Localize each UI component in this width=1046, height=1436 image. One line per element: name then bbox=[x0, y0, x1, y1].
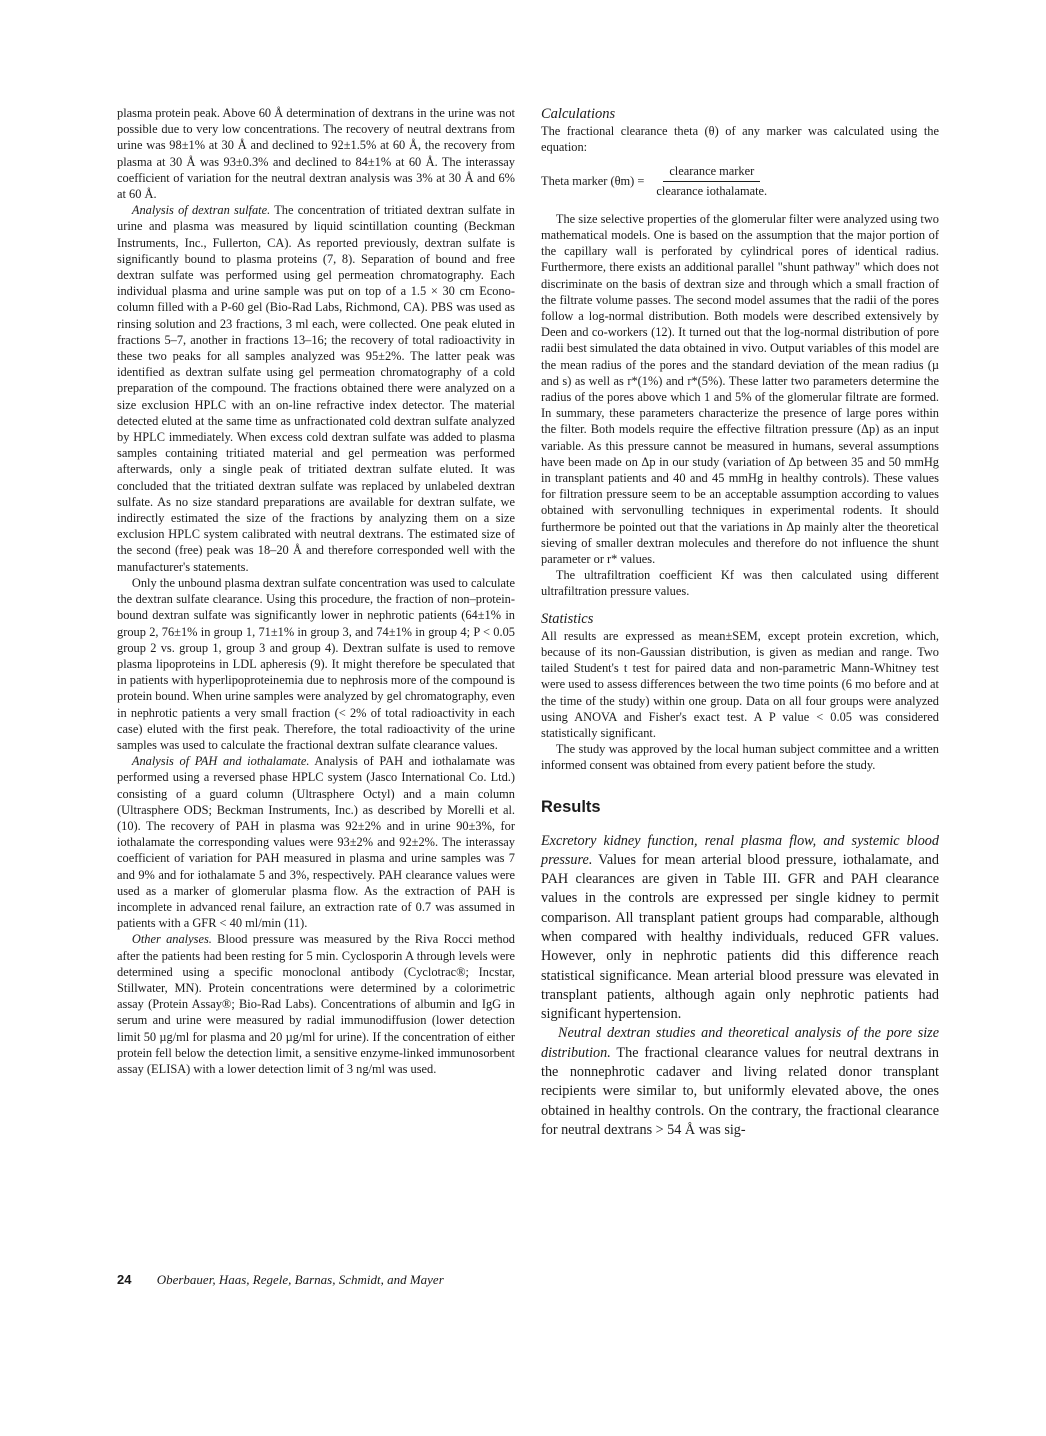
paragraph-other-analyses-body: Blood pressure was measured by the Riva Rocci method after the patients had been resting for 5 min. Cyclosporin A through levels were determined using a specific monoclonal antibody (Cyclotrac®; Incstar, Stillwater, MN). Protein concentrations were determined by a colorimetric assay (Protein Assay®; Bio-Rad Labs). Concentrations of albumin and IgG in serum and urine were measured by radial immunodiffusion (lower detection limit 50 µg/ml for plasma and 20 µg/ml for urine). If the concentration of either protein fell below the detection limit, a sensitive enzyme-linked immunosorbent assay (ELISA) with a lower detection limit of 3 ng/ml was used. bbox=[117, 932, 516, 1076]
running-authors: Oberbauer, Haas, Regele, Barnas, Schmidt, and Mayer bbox=[156, 1272, 444, 1287]
paragraph-neutral-dextran-body: The fractional clearance values for neutral dextrans in the nonnephrotic cadaver and living related donor transplant recipients were similar to, but uniformly elevated above, the ones obtained in healthy controls. On the contrary, the fractional clearance for neutral dextrans > 54 Å was sig- bbox=[541, 1044, 939, 1138]
page-footer bbox=[117, 1272, 444, 1288]
paragraph-ethics: The study was approved by the local human subject committee and a written informed consent was obtained from every patient before the study. bbox=[541, 742, 939, 773]
equation-lhs: Theta marker (θm) = bbox=[541, 174, 645, 188]
subheading-dextran-sulfate: Analysis of dextran sulfate. bbox=[131, 203, 271, 218]
paragraph-dextran-recovery: plasma protein peak. Above 60 Å determination of dextrans in the urine was not possible due to very low concentrations. The recovery of neutral dextrans from urine was 98±1% at 30 Å and declined to 92±1.5% at 60 Å, the recovery from plasma at 30 Å was 93±0.3% and declined to 84±1% at 60 Å. The interassay coefficient of variation for the neutral dextran analysis was 3% at 30 Å and 6% at 60 Å. bbox=[117, 106, 515, 202]
subheading-neutral-dextran: Neutral dextran studies and theoretical analysis of the pore size distribution. bbox=[541, 1025, 939, 1061]
theta-equation bbox=[541, 163, 939, 198]
equation-fraction bbox=[650, 163, 773, 198]
paragraph-dextran-sulfate bbox=[117, 202, 515, 575]
paragraph-neutral-dextran bbox=[541, 1024, 939, 1140]
subheading-kidney-function: Excretory kidney function, renal plasma flow, and systemic blood pressure. bbox=[541, 832, 939, 868]
equation-numerator: clearance marker bbox=[663, 163, 760, 181]
paragraph-kidney-function bbox=[541, 832, 939, 1025]
right-column bbox=[541, 105, 939, 1140]
section-heading-statistics: Statistics bbox=[541, 610, 594, 627]
subheading-pah-iothalamate: Analysis of PAH and iothalamate. bbox=[131, 754, 310, 769]
paragraph-calc-intro: The fractional clearance theta (θ) of any marker was calculated using the equation: bbox=[541, 124, 939, 155]
paragraph-pore-models: The size selective properties of the glomerular filter were analyzed using two mathematical models. One is based on the assumption that the major portion of the capillary wall is perforated by cylindrical pores of identical radius. Furthermore, there exists an additional parallel "shunt pathway" which does not discriminate on the basis of dextran size and through which a small fraction of the filtrate volume passes. The second model assumes that the radii of the pores follow a log-normal distribution. Both models were described extensively by Deen and co-workers (12). It turned out that the log-normal distribution of pore radii best simulated the data obtained in vivo. Output variables of this model are the mean radius of the pores and the standard deviation of the mean radius (µ and s) as well as r*(1%) and r*(5%). These latter two parameters determine the radius of the pores above which 1 and 5% of the glomerular filtrate are formed. In summary, these parameters characterize the presence of large pores within the filter. Both models require the effective filtration pressure (Δp) as an input variable. As this pressure cannot be measured in humans, several assumptions have been made on Δp in our study (variation of Δp between 35 and 50 mmHg in transplant patients and 40 and 45 mmHg in healthy controls). These values for filtration pressure seem to be an acceptable assumption according to values obtained with servonulling techniques in experimental rodents. It should furthermore be pointed out that the variations in Δp mainly alter the theoretical sieving of smaller dextran molecules and therefore do not influence the shunt parameter or r* values. bbox=[541, 211, 939, 567]
left-column bbox=[117, 105, 515, 1077]
paragraph-dextran-sulfate-body: The concentration of tritiated dextran sulfate in urine and plasma was measured by liquid scintillation counting (Beckman Instruments, Inc., Fullerton, CA). As reported previously, dextran sulfate is significantly bound to plasma proteins (7, 8). Separation of bound and free dextran sulfate was performed using gel permeation chromatography. Each individual plasma and urine sample was put on top of a 1.5 × 30 cm Econo-column filled with a P-60 gel (Bio-Rad Labs, Richmond, CA). PBS was used as rinsing solution and 23 fractions, 3 ml each, were collected. One peak eluted in fractions 5–7, another in fractions 13–16; the recovery of total radioactivity in these two peaks for all samples analyzed was 95±2%. The latter peak was identified as dextran sulfate using gel permeation chromatography of a cold preparation of the compound. The fractions obtained there were analyzed on a size exclusion HPLC with an on-line refractive index detector. The material detected eluted at the same time as unfractionated cold dextran sulfate analyzed by HPLC immediately. When excess cold dextran sulfate was added to plasma samples containing tritiated material and gel permeation was performed afterwards, only a single peak of tritiated dextran sulfate eluted. It was concluded that the tritiated dextran sulfate was replaced by unlabeled dextran sulfate. As no size standard preparations are available for dextran sulfate, we indirectly estimated the size of the fractions by analyzing them on a size exclusion HPLC system calibrated with neutral dextrans. The estimated size of the second (free) peak was 18–20 Å and therefore corresponded well with the manufacturer's statements. bbox=[117, 203, 516, 574]
section-heading-results: Results bbox=[541, 797, 601, 816]
equation-denominator: clearance iothalamate. bbox=[656, 183, 768, 198]
paragraph-statistics: All results are expressed as mean±SEM, except protein excretion, which, because of its non-Gaussian distribution, is given as median and range. Two tailed Student's t test for paired data and non-parametric Mann-Whitney test were used to assess differences between the two time points (6 mo before and at the time of the study) within one group. Data on all four groups were analyzed using ANOVA and Fisher's exact test. A P value < 0.05 was considered statistically significant. bbox=[541, 628, 939, 740]
subheading-other-analyses: Other analyses. bbox=[131, 932, 212, 947]
section-heading-calculations: Calculations bbox=[541, 106, 616, 122]
results-body bbox=[541, 832, 939, 1141]
paragraph-kidney-function-body: Values for mean arterial blood pressure, iothalamate, and PAH clearances are given in Table III. GFR and PAH clearance values in the controls are expressed per single kidney to permit comparison. All transplant patient groups had comparable, although when compared with healthy individuals, reduced GFR values. However, only in nephrotic patients did this difference reach statistical significance. Mean arterial blood pressure was elevated in transplant patients, although again only nephrotic patients had significant hypertension. bbox=[541, 851, 939, 1023]
paragraph-other-analyses bbox=[117, 931, 515, 1077]
paragraph-unbound-dextran: Only the unbound plasma dextran sulfate concentration was used to calculate the dextran sulfate clearance. Using this procedure, the fraction of non–protein-bound dextran sulfate was significantly lower in nephrotic patients (64±1% in group 2, 76±1% in group 1, 71±1% in group 3, and 74±1% in group 4; P < 0.05 group 2 vs. group 1, group 3 and group 4). Dextran sulfate is used to remove plasma lipoproteins in LDL apheresis (9). It might therefore be speculated that in patients with hyperlipoproteinemia due to nephrosis more of the compound is protein bound. When urine samples were analyzed by gel chromatography, even in nephrotic patients a very small fraction (< 2% of total radioactivity in each case) eluted with the first peak. Therefore, the total radioactivity of the urine samples was used to calculate the fractional dextran sulfate clearance values. bbox=[117, 575, 515, 752]
paragraph-pah-iothalamate bbox=[117, 753, 515, 931]
paragraph-ultrafiltration: The ultrafiltration coefficient Kf was then calculated using different ultrafiltration pressure values. bbox=[541, 568, 939, 599]
page-number: 24 bbox=[117, 1272, 132, 1287]
paragraph-pah-iothalamate-body: Analysis of PAH and iothalamate was performed using a reversed phase HPLC system (Jasco International Co. Ltd.) consisting of a guard column (Ultrasphere Octyl) and a main column (Ultrasphere ODS; Beckman Instruments, Inc.) as described by Morelli et al. (10). The recovery of PAH in plasma was 92±2% and in urine 90±3%, for iothalamate the corresponding values were 93±2% and 92±2%. The interassay coefficient of variation for PAH measured in plasma and urine samples was 7 and 9% and for iothalamate 5 and 3%, respectively. PAH clearance values were used as a marker of glomerular plasma flow. As the extraction of PAH is incomplete in advanced renal failure, an extraction rate of 0.7 was assumed in patients with a GFR < 40 ml/min (11). bbox=[117, 754, 515, 931]
